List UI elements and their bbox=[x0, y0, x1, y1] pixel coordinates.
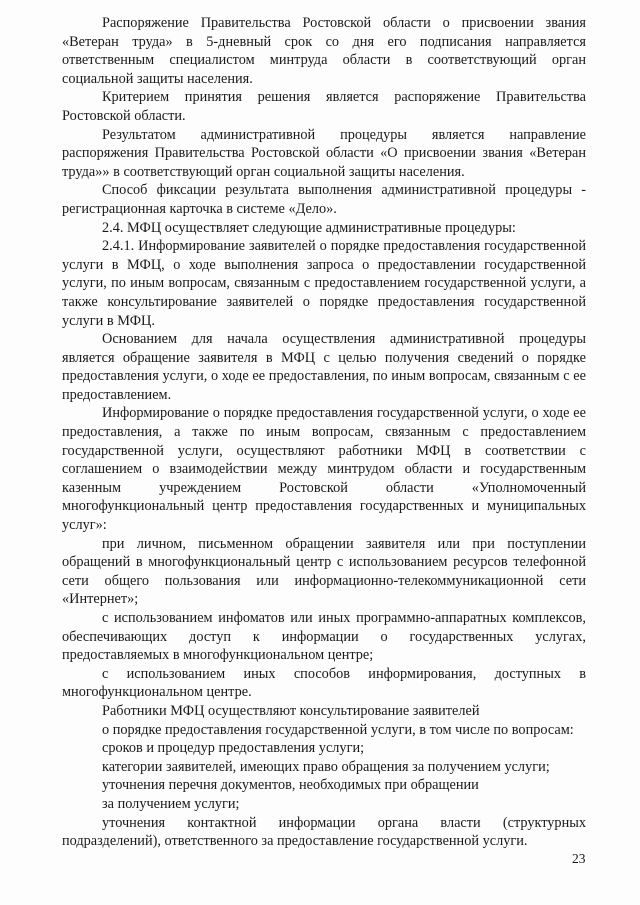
paragraph-consulting: Работники МФЦ осуществляют консультирование заявителей bbox=[102, 702, 480, 719]
list-item-documents: уточнения перечня документов, необходимых при обращении bbox=[102, 777, 479, 794]
paragraph-procedure-result: Результатом административной процедуры является направление распоряжения Правительства Ростовской области «О присвоении звания «Ветеран труда»» в соответствующий орган социальной защиты населения. bbox=[62, 126, 586, 180]
list-item-terms: сроков и процедур предоставления услуги; bbox=[102, 740, 365, 757]
list-item-categories: категории заявителей, имеющих право обращения за получением услуги; bbox=[102, 758, 550, 775]
list-item-documents-cont: за получением услуги; bbox=[102, 795, 240, 812]
paragraph-fixation-method: Способ фиксации результата выполнения административной процедуры - регистрационная карточка в системе «Дело». bbox=[62, 182, 586, 217]
list-item-personal-request: при личном, письменном обращении заявителя или при поступлении обращений в многофункциональный центр с использованием ресурсов телефонной сети общего пользования или информационно-телекоммуникационной сети «Интернет»; bbox=[62, 535, 586, 608]
list-item-infomats: с использованием инфоматов или иных программно-аппаратных комплексов, обеспечивающих доступ к информации о государственных услугах, предоставляемых в многофункциональном центре; bbox=[62, 610, 586, 664]
paragraph-procedure-basis: Основанием для начала осуществления административной процедуры является обращение заявителя в МФЦ с целью получения сведений о порядке предоставления услуги, о ходе ее предоставления, по иным вопросам, связанным с ее предоставлением. bbox=[62, 331, 586, 403]
section-heading-2-4: 2.4. МФЦ осуществляет следующие административные процедуры: bbox=[102, 219, 516, 236]
list-item-other-methods: с использованием иных способов информирования, доступных в многофункциональном центре. bbox=[62, 665, 586, 701]
list-item-contact-info: уточнения контактной информации органа власти (структурных подразделений), ответственного за предоставление государственной услуги. bbox=[62, 814, 586, 850]
page-number: 23 bbox=[572, 851, 586, 866]
paragraph-consulting-topics: о порядке предоставления государственной услуги, в том числе по вопросам: bbox=[102, 721, 574, 738]
paragraph-decree-sending: Распоряжение Правительства Ростовской области о присвоении звания «Ветеран труда» в 5-дневный срок со дня его подписания направляется ответственным специалистом минтруда области в соответствующий орган социальной защиты населения. bbox=[62, 15, 586, 87]
paragraph-informing: Информирование о порядке предоставления государственной услуги, о ходе ее предоставления, а также по иным вопросам, связанным с предоставлением государственной услуги, осуществляют работники МФЦ в соответствии с соглашением о взаимодействии между минтрудом области и государственным казенным учреждением Ростовской области «Уполномоченный многофункциональный центр предоставления государственных и муниципальных услуг»: bbox=[62, 405, 586, 534]
paragraph-decision-criterion: Критерием принятия решения является распоряжение Правительства Ростовской области. bbox=[62, 89, 586, 124]
document-body bbox=[62, 14, 586, 851]
section-2-4-1: 2.4.1. Информирование заявителей о порядке предоставления государственной услуги в МФЦ, о ходе выполнения запроса о предоставлении государственной услуги, по иным вопросам, связанным с предоставлением государственной услуги, а также консультирование заявителей о порядке предоставления государственной услуги в МФЦ. bbox=[62, 238, 586, 329]
